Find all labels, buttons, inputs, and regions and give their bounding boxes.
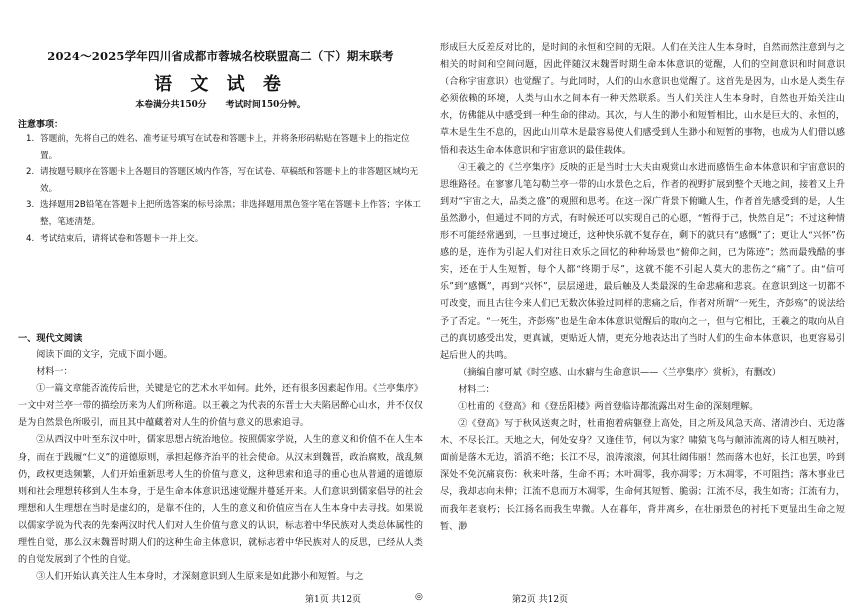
notice-item: 3. 选择题用2B铅笔在答题卡上把所选答案的标号涂黑；非选择题用黑色签字笔在答题卡上作答；字体工整，笔迹清楚。 <box>26 200 421 227</box>
score-info: 本卷满分共150分 <box>135 100 207 110</box>
notice-item: 1. 答题前，先将自己的姓名、准考证号填写在试卷和答题卡上，并将条形码粘贴在答题卡上的指定位置。 <box>26 134 410 161</box>
page-number-right: 第2页 共12页 <box>512 595 569 605</box>
paragraph: ③人们开始认真关注人生本身时，才深刻意识到人生原来是如此渺小和短暂。与之 <box>36 572 364 583</box>
exam-meta <box>18 97 423 110</box>
section-heading: 一、现代文阅读 <box>18 333 83 344</box>
reading-text-left <box>18 347 423 586</box>
notice-item: 2. 请按题号顺序在答题卡上各题目的答题区域内作答，写在试卷、草稿纸和答题卡上的非答题区域均无效。 <box>26 167 419 194</box>
material-label: 材料二： <box>458 384 495 395</box>
left-page <box>18 0 423 590</box>
paragraph: 形成巨大反差反对比的，是时间的永恒和空间的无限。人们在关注人生本身时，自然而然注意到与之相关的时间和空间问题，因此伴随汉末魏晋时期生命本体意识的觉醒，人们的空间意识和时间意识（合称宇宙意识）也觉醒了。与此同时，人们的山水意识也觉醒了。这首先是因为，山水是人类生存必须依赖的环境，人类与山水之间本有一种天然联系。当人们关注人生本身时，自然也开始关注山水，仿佛能从中感受到一种生命的律动。其次，与人生的渺小和短暂相比，山水是巨大的、永恒的，草木是生生不息的，因此山川草木是最容易使人们感受到人生渺小和短暂的事物，也成为人们借以感悟和表达生命本体意识和宇宙意识的最佳载体。 <box>440 43 845 156</box>
notice-heading: 注意事项： <box>18 120 64 130</box>
notice-list <box>18 131 423 247</box>
page-number-left: 第1页 共12页 <box>305 595 362 605</box>
paragraph: ①一篇文章能否流传后世，关键是它的艺术水平如何。此外，还有很多因素起作用。《兰亭集序》一文中对兰亭一带的描绘历来为人们所称道。以王羲之为代表的东晋士大夫陷居醉心山水，并不仅仅是为自然景色所吸引，而且其中蕴藏着对人生的价值与意义的思索追寻。 <box>18 384 423 429</box>
subject-title: 语 文 试 卷 <box>154 74 287 95</box>
material-label: 材料一： <box>36 367 73 378</box>
paragraph: ②从西汉中叶至东汉中叶，儒家思想占统治地位。按照儒家学说，人生的意义和价值不在人生本身，而在于践履“仁义”的道德原则，承担起修齐治平的社会使命。从汉末到魏晋，政治腐败，战乱频仍，政权更迭频繁，人们开始重新思考人生的价值与意义，这种思索和追寻的重心也从普通的道德原则和社会理想转移到人生本身，于是生命本体意识迅速觉醒并蔓延开来。人们意识到儒家倡导的社会理想和人生理想在当时是虚幻的，是靠不住的，人生的意义和价值应当在人生本身中去寻找。如果说以儒家学说为代表的先秦两汉时代人们对人生价值与意义的认识，标志着中华民族对人类总体属性的理性自觉，那么汉末魏晋时期人们的这种生命主体意识，就标志着中华民族对人的反思，已经从人类的自觉发展到了个性的自觉。 <box>18 435 423 566</box>
reading-intro: 阅读下面的文字，完成下面小题。 <box>36 350 173 360</box>
exam-title: 2024～2025学年四川省成都市蓉城名校联盟高二（下）期末联考 <box>47 49 394 63</box>
reading-text-right <box>440 40 845 536</box>
notice-item: 4. 考试结束后，请将试卷和答题卡一并上交。 <box>26 233 204 244</box>
source-citation: （摘编自廖可斌《时空感、山水癖与生命意识——〈兰亭集序〉赏析》，有删改） <box>458 367 782 378</box>
time-info: 考试时间150分钟。 <box>225 100 306 110</box>
paragraph: ②《登高》写于秋风送爽之时，杜甫抱着病躯登上高处，目之所及风急天高、渚清沙白、无边落木、不尽长江。天地之大，何处安身？又逢佳节，何以为家？啸猿飞鸟与颠沛流离的诗人相互映衬，面前是落木无边，滔滔不绝；长江不尽，浪涛滚滚，何其壮阔伟丽！然而落木也好，长江也罢，吟到深处不免沉痛哀伤：秋来叶落，生命不再；木叶凋零，我亦凋零；万木凋零，不可阻挡；落木事业已尽，我却志向未伸；江流不息而万木凋零，生命何其短暂、脆弱；江流不尽，我生如寄；江流有力，而我年老衰朽；长江扬名而我生卑微。人在暮年，背井离乡，在壮丽景色的衬托下更显出生命之短暂、渺 <box>440 419 845 532</box>
footer-mark: ◎ <box>415 592 423 602</box>
paragraph: ④王羲之的《兰亭集序》反映的正是当时士大夫由观赏山水进而感悟生命本体意识和宇宙意识的思维路径。在寥寥几笔勾勒兰亭一带的山水景色之后，作者的视野扩展到整个天地之间，接着又上升到对“宇宙之大，品类之盛”的观照和思考。在这一深广背景下俯瞰人生，作者首先感受到的是，人生虽然渺小，但通过不同的方式，有时候还可以实现自己的心愿，“暂得于己，快然自足”；不过这种情形不可能经常遇到，一旦事过境迁，这种快乐就不复存在，剩下的就只有“感慨”了；更让人“兴怀”伤感的是，连作为引起人们对往日欢乐之回忆的种种场景也“俯仰之间，已为陈迹”；然而最残酷的事实，还在于人生短暂，每个人都“终期于尽”，这就不能不引起人莫大的悲伤之“痛”了。由“信可乐”到“感慨”，再到“兴怀”，层层递进，最后触及人类最深的生命悲痛和悲哀。在意识到这一切都不可改变，而且古往今来人们已无数次体验过同样的悲痛之后，作者对所谓“一死生，齐彭殇”的说法给予了否定。“一死生，齐彭殇”也是生命本体意识觉醒后的取向之一，但与它相比，王羲之的取向从自己的真切感受出发，更真诚，更贴近人情，更充分地表达出了当时人们的生命本体意识，也更容易引起后世人的共鸣。 <box>440 162 845 361</box>
right-page <box>440 0 845 590</box>
paragraph: ①杜甫的《登高》和《登岳阳楼》两首登临诗都流露出对生命的深刻理解。 <box>458 401 759 412</box>
